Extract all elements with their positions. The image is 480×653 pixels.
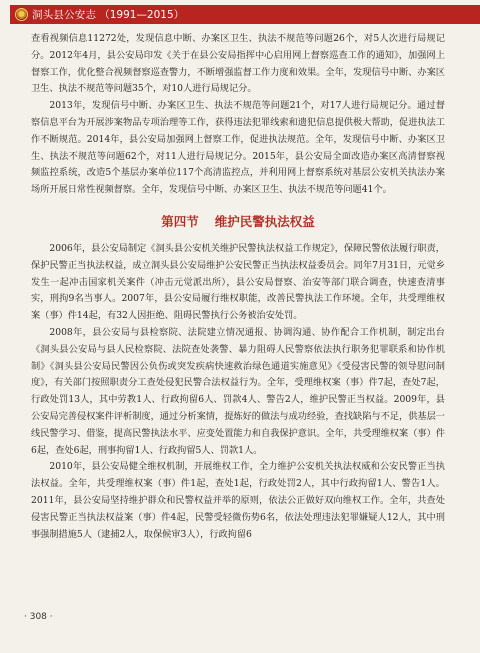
paragraph: 2006年，县公安局制定《洞头县公安机关维护民警执法权益工作规定》，保障民警依法履行职责，保护民警正当执法权益，成立洞头县公安局维护公安民警正当执法权益委员会。同年7月31日，元觉乡发生一起冲击国家机关案件（冲击元觉派出所），县公安局督察、治安等部门联合调查，快速查清事实，刑拘9名当事人。2007年，县公安局履行维权职能，改善民警执法工作环境。全年，共受理维权案（事）件14起，有32人因拒绝、阻碍民警执行公务被治安处罚。 bbox=[31, 242, 445, 322]
police-emblem-icon bbox=[15, 8, 28, 21]
decorative-mark: ◦ bbox=[368, 237, 372, 244]
page-number: · 308 · bbox=[24, 612, 53, 622]
paragraph: 2013年，发现信号中断、办案区卫生、执法不规范等问题21个，对17人进行局规记分。通过督察信息平台为开展涉案物品专项治理等工作，获得违法犯罪线索和遗犯信息提供极大帮助，促进执法工作不断规范。2014年，县公安局加强网上督察工作，促进执法规范。全年，发现信号中断、办案区卫生、执法不规范等问题62个，对11人进行局规记分。2015年，县公安局全面改造办案区高清督察视频监控系统，改造5个基层办案单位117个高清监控点，并利用网上督察系统对基层公安机关执法办案场所开展日常性视频督察。全年，发现信号中断、办案区卫生、执法不规范等问题41个。 bbox=[31, 100, 445, 196]
running-header bbox=[10, 5, 480, 24]
header-title: 洞头县公安志 bbox=[32, 9, 97, 21]
section-number: 第四节 bbox=[161, 213, 199, 229]
paragraph: 2008年，县公安局与县检察院、法院建立情况通报、协调沟通、协作配合工作机制，制定出台《洞头县公安局与县人民检察院、法院查处袭警、暴力阻碍人民警察依法执行职务犯罪联系和协作机制》《洞头县公安局民警因公负伤或突发疾病快速救治绿色通道实施意见》《受侵害民警的领导慰问制度》，有关部门按照职责分工查处侵犯民警合法权益行为。全年，受理维权案（事）件7起，查处7起，行政处罚13人，其中劳教1人、行政拘留6人、罚款4人、警告2人，维护民警正当权益。2009年，县公安局完善侵权案件评析制度，通过分析案情，提炼好的做法与成功经验，查找缺陷与不足，供基层一线民警学习、借鉴，提高民警执法水平、应变处置能力和自我保护意识。全年，共受理维权案（事）件6起，查处6起，刑事拘留1人、行政拘留5人、罚款1人。 bbox=[31, 326, 445, 456]
section-title: 维护民警执法权益 bbox=[214, 213, 315, 229]
paragraph: 查看视频信息11272处，发现信息中断、办案区卫生、执法不规范等问题26个，对5人次进行局规记分。2012年4月，县公安局印发《关于在县公安局指挥中心启用网上督察巡查工作的通知》，加强网上督察工作，优化整合视频督察巡查警力，不断增强监督工作力度和效果。全年，发现信号中断、办案区卫生、执法不规范等问题35个，对10人进行局规记分。 bbox=[31, 33, 445, 95]
section-heading bbox=[31, 213, 445, 231]
header-years: （1991—2015） bbox=[99, 9, 185, 21]
page-body bbox=[31, 31, 445, 543]
paragraph: 2010年，县公安局健全维权机制，开展维权工作，全力维护公安机关执法权威和公安民警正当执法权益。全年，共受理维权案（事）件1起，查处1起，行政处罚2人，其中行政拘留1人、警告1人。2011年，县公安局坚持维护群众和民警权益并举的原则，依法公正做好双向维权工作。全年，共查处侵害民警正当执法权益案（事）件4起，民警受轻微伤势6名，依法处理违法犯罪嫌疑人12人，其中刑事强制措施5人（逮捕2人，取保候审3人），行政拘留6 bbox=[31, 461, 445, 540]
